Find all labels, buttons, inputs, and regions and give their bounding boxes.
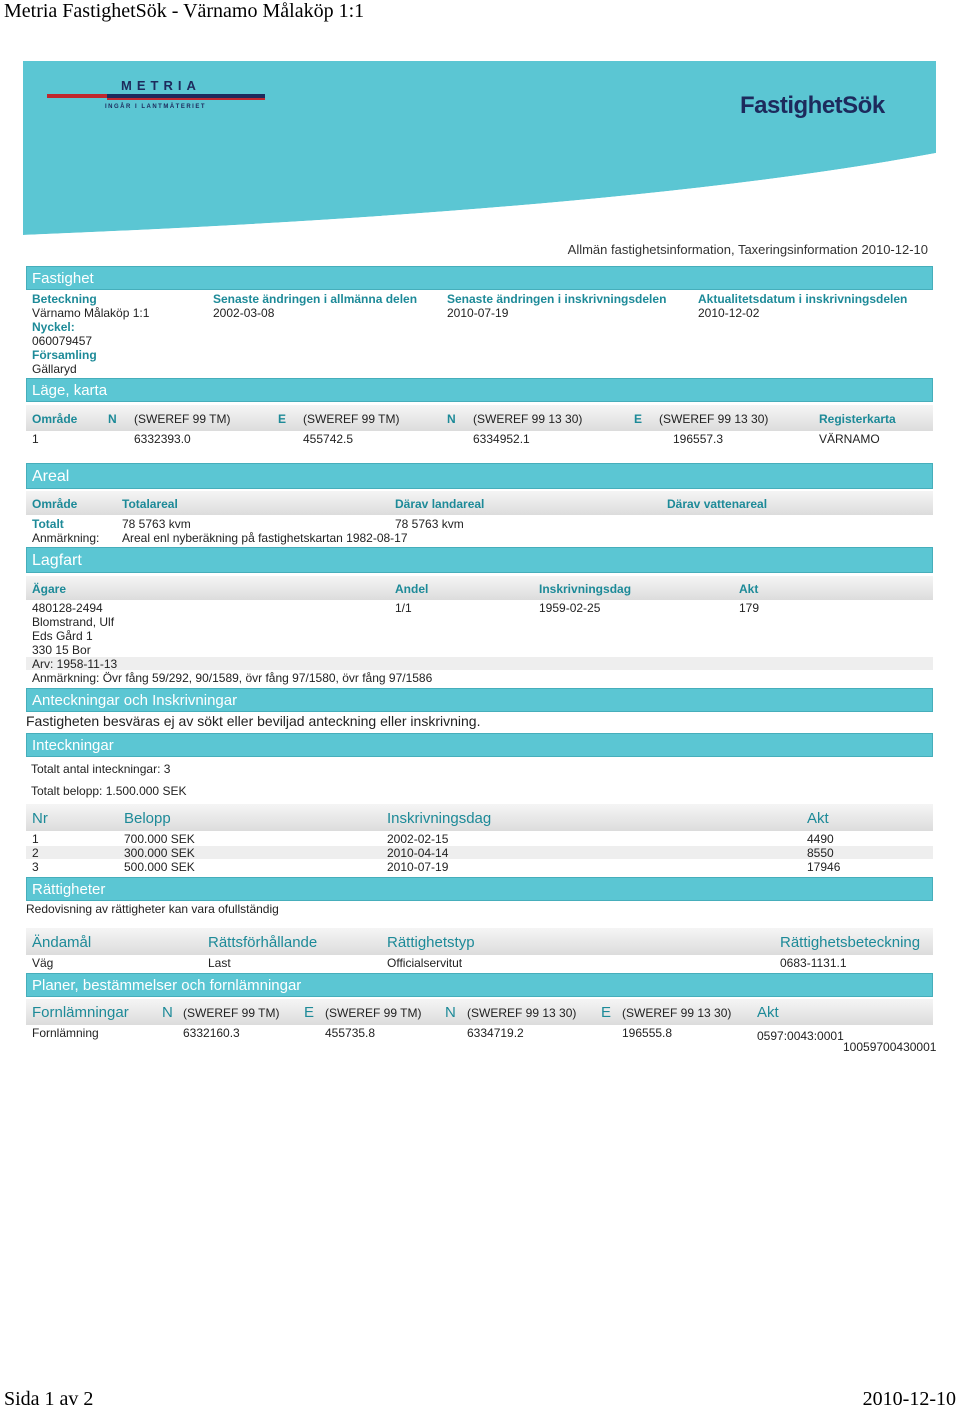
- areal-anm-label: Anmärkning:: [32, 531, 100, 545]
- cell-n-1330: 6334719.2: [467, 1026, 524, 1040]
- cell-belopp: 300.000 SEK: [124, 846, 195, 860]
- aktuell-value: 2010-12-02: [698, 306, 760, 320]
- col-rattighetsbeteckning: Rättighetsbeteckning: [780, 934, 921, 951]
- cell-e-tm: 455735.8: [325, 1026, 376, 1040]
- cell-registerkarta: VÄRNAMO: [819, 432, 880, 446]
- areal-header-row: [26, 491, 933, 515]
- metria-logo: METRIA: [121, 78, 201, 93]
- cell-rattighetstyp: Officialservitut: [387, 956, 463, 970]
- col-rattsforhallande: Rättsförhållande: [208, 934, 318, 951]
- cell-akt-id: 10059700430001: [843, 1040, 937, 1054]
- lagfart-anmarkning: Anmärkning: Övr fång 59/292, 90/1589, övr fång 97/1580, övr fång 97/1586: [32, 671, 433, 685]
- col-akt: Akt: [757, 1004, 779, 1021]
- cell-omrade: 1: [32, 432, 39, 446]
- inskr-value: 2010-07-19: [447, 306, 509, 320]
- section-inteckningar: Inteckningar: [26, 733, 933, 757]
- col-andamal: Ändamål: [32, 934, 92, 951]
- inskr-label: Senaste ändringen i inskrivningsdelen: [447, 292, 667, 306]
- col-n: N: [162, 1004, 173, 1021]
- cell-fornlamning: Fornlämning: [32, 1026, 99, 1040]
- col-totalareal: Totalareal: [122, 497, 178, 511]
- owner-address: Eds Gård 1: [32, 629, 93, 643]
- cell-dag: 2010-07-19: [387, 860, 449, 874]
- nyckel-label: Nyckel:: [32, 320, 75, 334]
- cell-n-tm: 6332393.0: [134, 432, 191, 446]
- header-banner: [23, 61, 936, 235]
- table-row: [26, 860, 933, 874]
- col-landareal: Därav landareal: [395, 497, 485, 511]
- areal-totalareal: 78 5763 kvm: [122, 517, 191, 531]
- col-n-1330: N: [447, 412, 456, 426]
- lage-header-row: [26, 405, 933, 431]
- fastighet-panel: [26, 290, 933, 378]
- cell-e-1330: 196557.3: [673, 432, 724, 446]
- cell-akt: 8550: [807, 846, 834, 860]
- col-agare: Ägare: [32, 582, 67, 596]
- inteckningar-header-row: [26, 804, 933, 831]
- logo-tagline: INGÅR I LANTMÄTERIET: [105, 104, 206, 110]
- cell-andamal: Väg: [32, 956, 54, 970]
- rattigheter-header-row: [26, 928, 933, 955]
- col-e: E: [278, 412, 287, 426]
- arv-stripe: [26, 657, 933, 670]
- section-fastighet: Fastighet: [26, 266, 933, 290]
- col-sweref-tm: (SWEREF 99 TM): [134, 412, 231, 426]
- col-n-1330: N: [445, 1004, 456, 1021]
- cell-e-1330: 196555.8: [622, 1026, 673, 1040]
- rattigheter-note: Redovisning av rättigheter kan vara ofullständig: [26, 902, 279, 916]
- col-andel: Andel: [395, 582, 429, 596]
- col-sweref-tm-e: (SWEREF 99 TM): [325, 1006, 422, 1020]
- col-vattenareal: Därav vattenareal: [667, 497, 768, 511]
- lagfart-andel: 1/1: [395, 601, 412, 615]
- lagfart-akt: 179: [739, 601, 760, 615]
- col-registerkarta: Registerkarta: [819, 412, 896, 426]
- footer-date: 2010-12-10: [862, 1388, 956, 1410]
- col-n: N: [108, 412, 117, 426]
- col-inskrivningsdag: Inskrivningsdag: [387, 810, 492, 827]
- nyckel-value: 060079457: [32, 334, 93, 348]
- section-lagfart: Lagfart: [26, 547, 933, 573]
- col-nr: Nr: [32, 810, 48, 827]
- col-sweref-tm: (SWEREF 99 TM): [183, 1006, 280, 1020]
- col-inskrivningsdag: Inskrivningsdag: [539, 582, 632, 596]
- forsamling-label: Församling: [32, 348, 97, 362]
- cell-nr: 3: [32, 860, 39, 874]
- col-akt: Akt: [807, 810, 829, 827]
- col-e-1330: E: [634, 412, 643, 426]
- report-heading: Allmän fastighetsinformation, Taxeringsinformation 2010-12-10: [567, 242, 928, 257]
- table-row: [26, 832, 933, 846]
- table-row: [26, 956, 933, 970]
- lagfart-arv: Arv: 1958-11-13: [32, 657, 118, 671]
- col-akt: Akt: [739, 582, 759, 596]
- lagfart-dag: 1959-02-25: [539, 601, 601, 615]
- col-rattighetstyp: Rättighetstyp: [387, 934, 475, 951]
- col-omrade: Område: [32, 412, 78, 426]
- section-areal: Areal: [26, 463, 933, 489]
- cell-akt: 17946: [807, 860, 841, 874]
- forsamling-value: Gällaryd: [32, 362, 77, 376]
- lagfart-header-row: [26, 576, 933, 600]
- owner-name: Blomstrand, Ulf: [32, 615, 115, 629]
- col-omrade: Område: [32, 497, 78, 511]
- col-sweref-1330: (SWEREF 99 13 30): [467, 1006, 577, 1020]
- owner-id: 480128-2494: [32, 601, 103, 615]
- cell-belopp: 500.000 SEK: [124, 860, 195, 874]
- allm-label: Senaste ändringen i allmänna delen: [213, 292, 418, 306]
- col-e-1330: E: [601, 1004, 612, 1021]
- cell-belopp: 700.000 SEK: [124, 832, 195, 846]
- cell-dag: 2002-02-15: [387, 832, 449, 846]
- cell-akt: 4490: [807, 832, 834, 846]
- planer-header-row: [26, 999, 933, 1025]
- cell-rattsforhallande: Last: [208, 956, 231, 970]
- table-row: [26, 846, 933, 860]
- section-anteckningar: Anteckningar och Inskrivningar: [26, 688, 933, 712]
- col-e: E: [304, 1004, 315, 1021]
- col-sweref-1330-e: (SWEREF 99 13 30): [622, 1006, 732, 1020]
- areal-landareal: 78 5763 kvm: [395, 517, 464, 531]
- cell-dag: 2010-04-14: [387, 846, 449, 860]
- areal-anm-value: Areal enl nyberäkning på fastighetskartan 1982-08-17: [122, 531, 408, 545]
- cell-nr: 1: [32, 832, 39, 846]
- areal-totalt-label: Totalt: [32, 517, 64, 531]
- page-number: Sida 1 av 2: [4, 1388, 94, 1410]
- beteckning-value: Värnamo Målaköp 1:1: [32, 306, 150, 320]
- cell-nr: 2: [32, 846, 39, 860]
- cell-rattighetsbeteckning: 0683-1131.1: [780, 956, 847, 970]
- col-sweref-1330: (SWEREF 99 13 30): [473, 412, 583, 426]
- inteckningar-antal: Totalt antal inteckningar: 3: [31, 762, 171, 776]
- allm-value: 2002-03-08: [213, 306, 275, 320]
- col-sweref-1330-e: (SWEREF 99 13 30): [659, 412, 769, 426]
- product-logo: FastighetSök: [740, 92, 885, 119]
- section-planer: Planer, bestämmelser och fornlämningar: [26, 973, 933, 997]
- cell-e-tm: 455742.5: [303, 432, 354, 446]
- col-belopp: Belopp: [124, 810, 171, 827]
- inteckningar-belopp: Totalt belopp: 1.500.000 SEK: [31, 784, 187, 798]
- document-title: Metria FastighetSök - Värnamo Målaköp 1:1: [4, 0, 365, 22]
- section-rattigheter: Rättigheter: [26, 877, 933, 901]
- section-lage-karta: Läge, karta: [26, 378, 933, 402]
- col-sweref-tm-e: (SWEREF 99 TM): [303, 412, 400, 426]
- lage-row: [26, 432, 933, 446]
- anteckningar-text: Fastigheten besväras ej av sökt eller beviljad anteckning eller inskrivning.: [26, 713, 481, 729]
- beteckning-label: Beteckning: [32, 292, 97, 306]
- cell-n-1330: 6334952.1: [473, 432, 530, 446]
- aktuell-label: Aktualitetsdatum i inskrivningsdelen: [698, 292, 908, 306]
- col-fornlamningar: Fornlämningar: [32, 1004, 129, 1021]
- cell-n-tm: 6332160.3: [183, 1026, 240, 1040]
- owner-postal: 330 15 Bor: [32, 643, 91, 657]
- cell-akt: 0597:0043:0001: [757, 1029, 844, 1043]
